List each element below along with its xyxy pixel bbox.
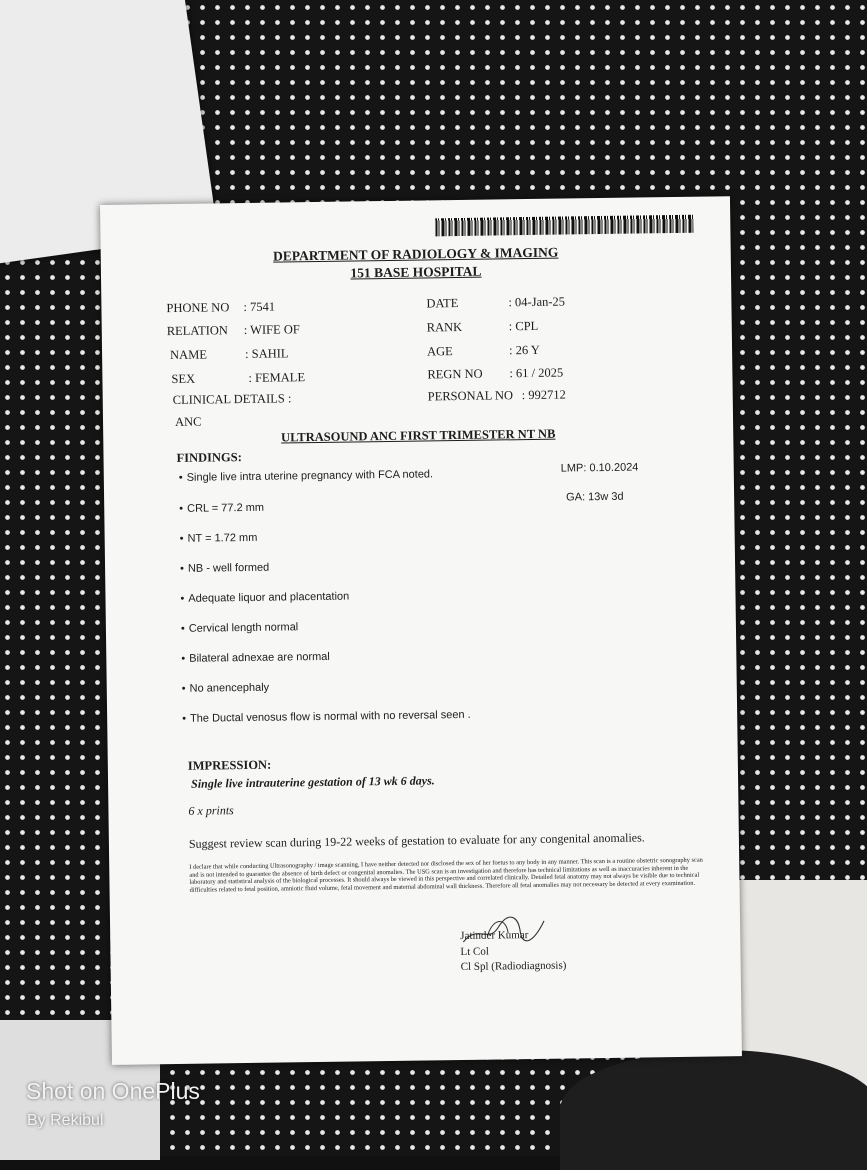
signatory-designation: Cl Spl (Radiodiagnosis) xyxy=(460,959,567,974)
relation-field xyxy=(167,322,300,339)
name-label: NAME xyxy=(170,347,208,363)
prints-count: 6 x prints xyxy=(188,803,234,818)
finding-item: • Cervical length normal xyxy=(181,621,298,635)
findings-label: FINDINGS: xyxy=(176,450,242,465)
name-field xyxy=(170,346,289,363)
disclaimer-text: I declare that while conducting Ultrasonography / image scanning, I have neither detected nor disclosed the sex of her foetus to any body in any manner. This scan is a routine obstetric sonography scan and is not intended to guarantee the absence of birth defect or congenital anomalies. The USG scan is an investigation and therefore has technical limitations as well as inaccuracies inherent in the laboratory and statistical analysis of the biological processes. It should always be viewed in this perspective and correlated clinically. Detailed fetal anatomy may not always be visible due to technical difficulties related to fetal position, amniotic fluid volume, fetal movement and maternal abdominal wall thickness. Therefore all fetal anomalies may not necessary be detected at every examination. xyxy=(189,856,703,894)
department-title: DEPARTMENT OF RADIOLOGY & IMAGING xyxy=(272,244,559,264)
sex-field xyxy=(171,370,305,387)
name-value: : SAHIL xyxy=(244,346,289,361)
finding-item: • No anencephaly xyxy=(182,682,270,695)
clinical-details-label: CLINICAL DETAILS : xyxy=(172,391,292,408)
finding-item: • NT = 1.72 mm xyxy=(180,532,258,545)
hospital-name: 151 BASE HOSPITAL xyxy=(350,263,482,281)
barcode xyxy=(435,215,693,237)
suggestion-text: Suggest review scan during 19-22 weeks of gestation to evaluate for any congenital anomalies. xyxy=(188,830,645,851)
ga-value: GA: 13w 3d xyxy=(566,490,624,504)
age-label: AGE xyxy=(426,344,453,359)
phone-label: PHONE NO xyxy=(166,300,230,316)
regn-value: : 61 / 2025 xyxy=(509,365,564,381)
signatory-name: Jatinder Kumar xyxy=(460,929,529,943)
personal-no-label: PERSONAL NO xyxy=(427,388,514,404)
floor-shadow xyxy=(560,1050,867,1170)
finding-item: • The Ductal venosus flow is normal with no reversal seen . xyxy=(182,709,471,725)
clinical-details-value: ANC xyxy=(174,414,202,429)
rank-label: RANK xyxy=(426,319,463,335)
finding-item: • CRL = 77.2 mm xyxy=(179,502,264,515)
report-sheet xyxy=(100,196,742,1065)
phone-value: : 7541 xyxy=(243,299,276,315)
finding-item: • Bilateral adnexae are normal xyxy=(181,651,330,665)
sex-label: SEX xyxy=(171,371,196,387)
personal-no-field xyxy=(428,388,566,405)
date-field xyxy=(426,295,565,312)
age-value: : 26 Y xyxy=(508,342,540,358)
sex-value: : FEMALE xyxy=(248,370,306,385)
rank-field xyxy=(427,319,539,336)
date-label: DATE xyxy=(426,296,459,311)
date-value: : 04-Jan-25 xyxy=(508,294,566,310)
relation-label: RELATION xyxy=(166,323,228,339)
finding-item: • NB - well formed xyxy=(180,562,269,575)
finding-item: • Adequate liquor and placentation xyxy=(180,591,349,605)
camera-watermark: Shot on OnePlus xyxy=(26,1078,200,1104)
finding-item: • Single live intra uterine pregnancy with FCA noted. xyxy=(179,468,433,484)
lmp-value: LMP: 0.10.2024 xyxy=(560,461,639,475)
rank-value: : CPL xyxy=(508,318,539,334)
impression-label: IMPRESSION: xyxy=(187,757,272,773)
phone-field xyxy=(166,300,275,317)
relation-value: : WIFE OF xyxy=(243,322,300,338)
regn-label: REGN NO xyxy=(427,366,483,382)
exam-title: ULTRASOUND ANC FIRST TRIMESTER NT NB xyxy=(281,426,556,445)
personal-no-value: : 992712 xyxy=(521,387,566,403)
regn-field xyxy=(427,366,563,383)
impression-text: Single live intrauterine gestation of 13 wk 6 days. xyxy=(190,773,435,791)
photographer-watermark: By Rekibul xyxy=(27,1112,104,1129)
age-field xyxy=(427,343,540,360)
signatory-rank: Lt Col xyxy=(460,945,489,959)
